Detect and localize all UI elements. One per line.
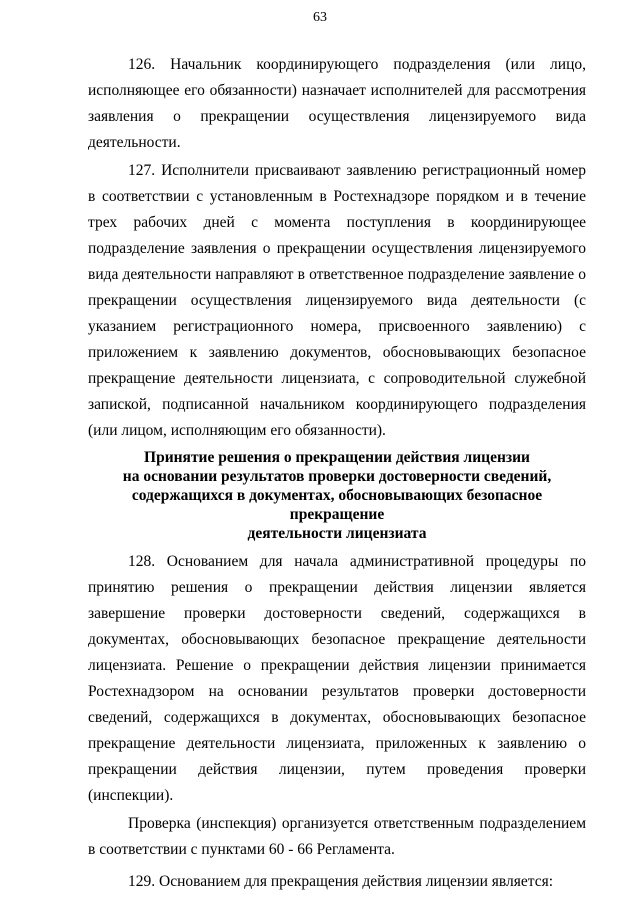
paragraph-128: 128. Основанием для начала административной процедуры по принятию решения о прекращении действия лицензии является завершение проверки достоверности сведений, содержащихся в документах, обосновывающих безопасное прекращение деятельности лицензиата. Решение о прекращении действия лицензии принимается Ростехнадзором на основании результатов проверки достоверности сведений, содержащихся в документах, обосновывающих безопасное прекращение деятельности лицензиата, приложенных к заявлению о прекращении действия лицензии, путем проведения проверки (инспекции).	[88, 553, 586, 804]
paragraph-126: 126. Начальник координирующего подразделения (или лицо, исполняющее его обязанности) назначает исполнителей для рассмотрения заявления о прекращении осуществления лицензируемого вида деятельности.	[88, 56, 586, 151]
section-heading-line: деятельности лицензиата	[247, 525, 427, 542]
paragraph-127: 127. Исполнители присваивают заявлению регистрационный номер в соответствии с установленным в Ростехнадзоре порядком и в течение трех рабочих дней с момента поступления в координирующее подразделение заявления о прекращении осуществления лицензируемого вида деятельности направляют в ответственное подразделение заявление о прекращении осуществления лицензируемого вида деятельности (с указанием регистрационного номера, присвоенного заявлению) с приложением к заявлению документов, обосновывающих безопасное прекращение деятельности лицензиата, с сопроводительной служебной запиской, подписанной начальником координирующего подразделения (или лицом, исполняющим его обязанности).	[88, 162, 586, 439]
section-heading-line: на основании результатов проверки достоверности сведений,	[122, 468, 552, 485]
section-heading-line: содержащихся в документах, обосновывающих безопасное прекращение	[131, 487, 543, 523]
page-number: 63	[313, 10, 327, 25]
document-body	[88, 52, 586, 895]
paragraph-128-inspection: Проверка (инспекция) организуется ответственным подразделением в соответствии с пунктами 60 - 66 Регламента.	[88, 815, 586, 858]
paragraph-129: 129. Основанием для прекращения действия лицензии является:	[128, 873, 554, 890]
section-heading-line: Принятие решения о прекращении действия лицензии	[144, 449, 530, 466]
section-heading	[88, 448, 586, 543]
